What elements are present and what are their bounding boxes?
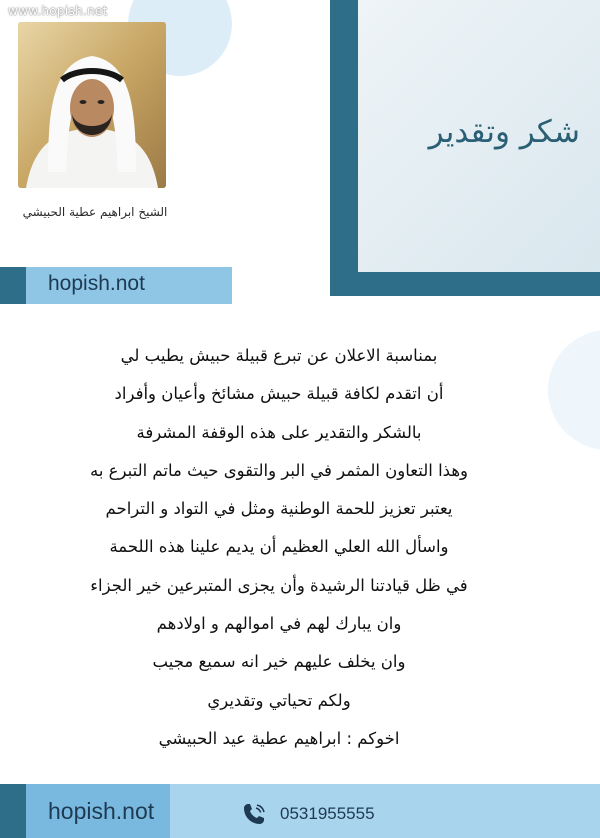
page-title: شكر وتقدير xyxy=(428,114,580,150)
site-bar-accent xyxy=(0,267,26,304)
letter-line: واسأل الله العلي العظيم أن يديم علينا هذه اللحمة xyxy=(109,537,449,557)
letter-line: في ظل قيادتنا الرشيدة وأن يجزى المتبرعين خير الجزاء xyxy=(90,575,468,595)
letter-signature: اخوكم : ابراهيم عطية عيد الحبيشي xyxy=(158,728,400,748)
letter-line: أن اتقدم لكافة قبيلة حبيش مشائخ وأعيان وأفراد xyxy=(114,384,444,404)
footer-bar-light xyxy=(170,784,600,838)
phone-number: 0531955555 xyxy=(280,804,375,823)
site-label: hopish.not xyxy=(48,272,145,295)
letter-body xyxy=(40,337,518,758)
letter-line: بالشكر والتقدير على هذه الوقفة المشرفة xyxy=(136,422,422,442)
photo-caption: الشيخ ابراهيم عطية الحبيشي xyxy=(22,205,168,219)
letter-line: يعتبر تعزيز للحمة الوطنية ومثل في التواد و التراحم xyxy=(105,499,453,519)
footer-bar-accent xyxy=(0,784,26,838)
decorative-circle-right xyxy=(548,330,600,450)
letter-line: وان يبارك لهم في اموالهم و اولادهم xyxy=(156,614,402,634)
footer-site-label: hopish.not xyxy=(48,798,155,824)
phone-icon xyxy=(240,800,268,828)
letter-line: ولكم تحياتي وتقديري xyxy=(207,690,351,710)
watermark: www.hopish.net xyxy=(8,4,108,18)
letter-line: وان يخلف عليهم خير انه سميع مجيب xyxy=(152,652,406,672)
letter-line: وهذا التعاون المثمر في البر والتقوى حيث ماتم التبرع به xyxy=(89,460,468,480)
letter-line: بمناسبة الاعلان عن تبرع قبيلة حبيش يطيب لي xyxy=(120,346,438,365)
portrait-photo xyxy=(18,22,166,188)
